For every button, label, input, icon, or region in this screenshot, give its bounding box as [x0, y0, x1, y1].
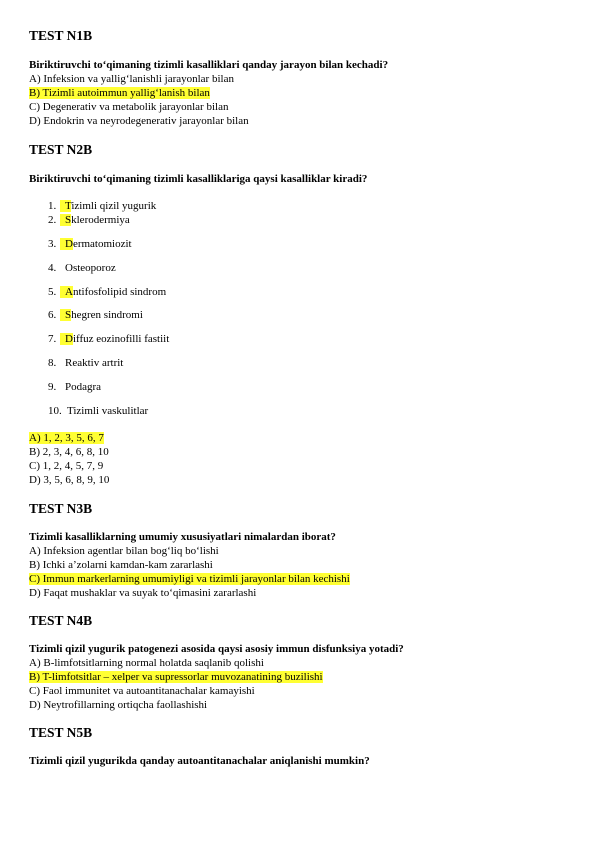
- list-number: 2.: [48, 214, 57, 226]
- answer-option: B) 2, 3, 4, 6, 8, 10: [29, 446, 109, 458]
- test-question: Biriktiruvchi to‘qimaning tizimli kasalliklari qanday jarayon bilan kechadi?: [29, 59, 389, 71]
- list-text: steoporoz: [72, 262, 116, 274]
- list-item: [48, 381, 101, 393]
- list-item: [48, 262, 116, 274]
- answer-option: D) 3, 5, 6, 8, 9, 10: [29, 474, 110, 486]
- answer-option: D) Neytrofillarning ortiqcha faollashishi: [29, 699, 208, 711]
- highlight-mark: D: [60, 238, 73, 250]
- list-text: iffuz eozinofilli fastiit: [72, 333, 170, 345]
- answer-option: D) Faqat mushaklar va suyak to‘qimasini zararlashi: [29, 587, 257, 599]
- highlight-mark: C) Immun markerlarning umumiyligi va tizimli jarayonlar bilan kechishi: [29, 573, 350, 585]
- highlight-mark: B) Tizimli autoimmun yallig‘lanish bilan: [29, 87, 210, 99]
- highlight-mark: D: [60, 333, 73, 345]
- highlight-mark: A: [60, 286, 73, 298]
- list-item: [48, 333, 169, 345]
- list-text: odagra: [71, 381, 102, 393]
- highlight-mark: S: [60, 214, 71, 226]
- test-title: TEST N5B: [29, 725, 93, 740]
- test-title: TEST N2B: [29, 142, 93, 157]
- answer-option-highlighted: [29, 573, 350, 585]
- list-number: 8.: [48, 357, 57, 369]
- answer-option: A) Infeksion va yallig‘lanishli jarayonlar bilan: [29, 73, 234, 85]
- list-item: [48, 200, 156, 212]
- list-number: 10.: [48, 405, 62, 417]
- test-question: Tizimli kasalliklarning umumiy xususiyatlari nimalardan iborat?: [29, 531, 336, 543]
- test-title: TEST N4B: [29, 613, 93, 628]
- list-item: [48, 357, 123, 369]
- highlight-mark: B) T-limfotsitlar – xelper va supressorlar muvozanatining buzilishi: [29, 671, 323, 683]
- list-text: hegren sindromi: [71, 309, 143, 321]
- test-title: TEST N1B: [29, 28, 93, 43]
- list-item: [48, 238, 132, 250]
- test-question: Tizimli qizil yugurikda qanday autoantitanachalar aniqlanishi mumkin?: [29, 755, 370, 767]
- answer-option: C) Faol immunitet va autoantitanachalar kamayishi: [29, 685, 255, 697]
- answer-option-highlighted: [29, 671, 323, 683]
- test-question: Biriktiruvchi to‘qimaning tizimli kasalliklariga qaysi kasalliklar kiradi?: [29, 173, 368, 185]
- answer-option: B) Ichki a’zolarni kamdan-kam zararlashi: [29, 559, 213, 571]
- list-item: [48, 309, 143, 321]
- answer-option-highlighted: [29, 432, 104, 444]
- answer-option: D) Endokrin va neyrodegenerativ jarayonlar bilan: [29, 115, 249, 127]
- highlight-mark: A) 1, 2, 3, 5, 6, 7: [29, 432, 104, 444]
- list-number: 5.: [48, 286, 57, 298]
- list-text: izimli vaskulitlar: [73, 405, 149, 417]
- list-item: [48, 214, 130, 226]
- highlight-mark: T: [60, 200, 71, 212]
- list-text: klerodermiya: [71, 214, 130, 226]
- test-title: TEST N3B: [29, 501, 93, 516]
- list-initial: P: [65, 381, 72, 393]
- list-text: eaktiv artrit: [72, 357, 124, 369]
- list-item: [48, 405, 148, 417]
- highlight-mark: S: [60, 309, 71, 321]
- answer-option: C) Degenerativ va metabolik jarayonlar bilan: [29, 101, 229, 113]
- list-number: 6.: [48, 309, 57, 321]
- answer-option-highlighted: [29, 87, 210, 99]
- test-question: Tizimli qizil yugurik patogenezi asosida qaysi asosiy immun disfunksiya yotadi?: [29, 643, 404, 655]
- list-number: 7.: [48, 333, 57, 345]
- list-number: 9.: [48, 381, 57, 393]
- answer-option: A) Infeksion agentlar bilan bog‘liq bo‘lishi: [29, 545, 219, 557]
- list-text: ermatomiozit: [72, 238, 132, 250]
- list-number: 1.: [48, 200, 57, 212]
- list-text: izimli qizil yugurik: [71, 200, 157, 212]
- list-text: ntifosfolipid sindrom: [72, 286, 167, 298]
- list-initial: O: [65, 262, 73, 274]
- list-number: 4.: [48, 262, 57, 274]
- list-number: 3.: [48, 238, 57, 250]
- list-item: [48, 286, 166, 298]
- answer-option: C) 1, 2, 4, 5, 7, 9: [29, 460, 104, 472]
- answer-option: A) B-limfotsitlarning normal holatda saqlanib qolishi: [29, 657, 264, 669]
- list-initial: R: [65, 357, 73, 369]
- list-initial: T: [67, 405, 74, 417]
